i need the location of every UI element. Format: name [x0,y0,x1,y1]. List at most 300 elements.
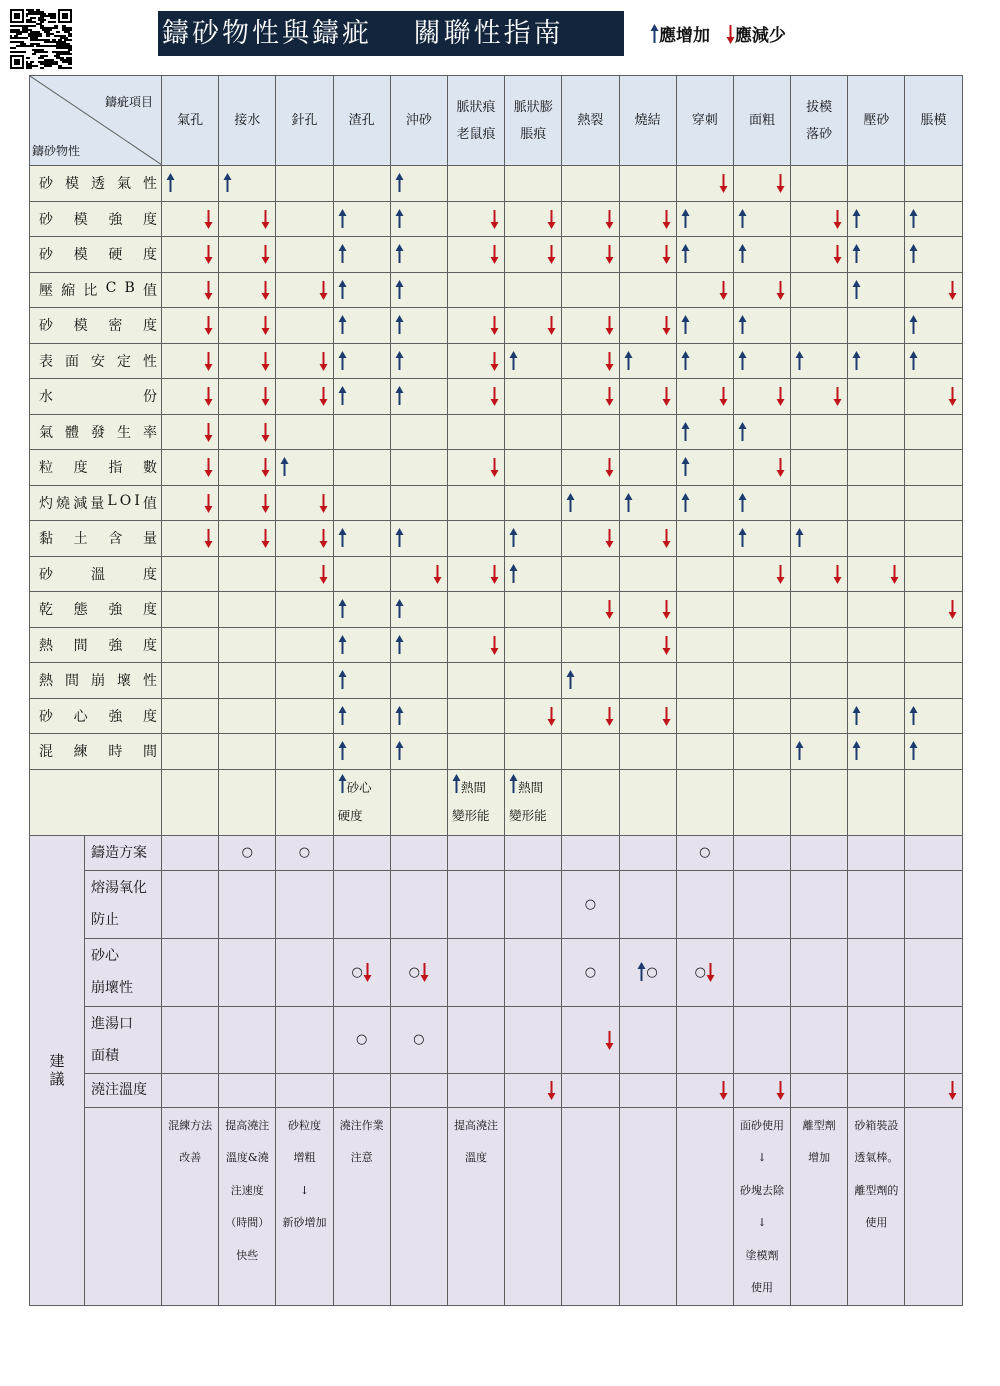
property-label [39,528,157,548]
relation-cell [733,698,790,734]
defect-column-header [162,76,219,166]
relation-cell [791,592,848,628]
recommended-mark: ○ [241,845,253,860]
property-label-char: 混 [39,744,53,761]
relation-cell [619,592,676,628]
remark-cell [447,1107,504,1305]
group-label-char: 議 [49,1070,65,1088]
suggestion-cell [905,835,962,870]
relation-cell [276,308,333,344]
up-arrow-icon [681,209,690,229]
relation-cell [447,272,504,308]
property-label-char: 乾 [39,602,53,619]
property-label [39,173,157,193]
relation-cell [848,698,905,734]
relation-cell [390,556,447,592]
relation-cell [505,450,562,486]
property-row [30,592,963,628]
relation-cell [676,627,733,663]
relation-cell [905,734,962,770]
relation-cell [733,272,790,308]
property-row [30,201,963,237]
suggestion-cell [505,870,562,938]
property-label-char: 黏 [39,531,53,548]
down-arrow-icon [547,706,556,726]
recommended-mark: ○ [646,964,658,980]
up-arrow-icon [338,741,347,761]
relation-cell [848,272,905,308]
property-label-char: 練 [73,744,88,761]
qr-code [10,9,72,69]
property-row [30,698,963,734]
relation-cell [447,308,504,344]
relation-cell [791,450,848,486]
property-label [39,315,157,335]
remark-line: 改善 [179,1151,202,1164]
down-arrow-icon [490,457,499,477]
relation-cell [619,414,676,450]
relation-cell [162,521,219,557]
suggestion-row [30,835,963,870]
relation-cell [562,521,619,557]
down-arrow-icon [490,351,499,371]
suggestion-cell [733,938,790,1006]
suggestion-cell [733,1006,790,1073]
suggestion-cell [333,870,390,938]
relation-cell [848,450,905,486]
relation-cell [619,379,676,415]
property-label-char: 度 [142,708,157,725]
down-arrow-icon [605,528,614,548]
relation-cell [162,698,219,734]
property-label-char: 氣 [39,424,53,441]
relation-cell [447,379,504,415]
relation-cell [905,166,962,202]
down-arrow-icon [662,209,671,229]
suggestion-cell [505,835,562,870]
defect-column-header [333,76,390,166]
property-label-char: 心 [73,708,88,725]
suggestion-cell [619,870,676,938]
relation-cell [219,343,276,379]
relation-cell [905,663,962,699]
remark-cell [276,1107,333,1305]
up-arrow-icon [338,774,347,794]
relation-cell [676,450,733,486]
suggestion-cell [505,1073,562,1107]
property-row [30,166,963,202]
relation-cell [333,450,390,486]
property-label-char: 熱 [39,637,53,654]
remark-line: 注速度 [230,1183,264,1197]
suggestion-cell [276,938,333,1006]
property-label-char: 值 [142,495,157,512]
up-arrow-icon [909,706,918,726]
relation-cell [676,343,733,379]
up-arrow-icon [909,244,918,264]
suggestion-cell [676,835,733,870]
relation-cell [219,592,276,628]
note-cell [733,769,790,835]
defect-name-line: 脹模 [920,113,947,128]
relation-cell [219,379,276,415]
suggestion-cell [791,1073,848,1107]
relation-cell [791,272,848,308]
relation-cell [733,485,790,521]
down-arrow-icon [490,386,499,406]
defect-name-line: 脈狀膨 [513,99,553,115]
up-arrow-icon [509,564,518,584]
note-text: 變形能 [451,807,490,823]
down-arrow-icon [605,315,614,335]
suggestion-cell [505,1006,562,1073]
down-arrow-icon [204,209,213,229]
property-label-char: 強 [108,211,123,228]
defect-name [391,107,447,134]
suggestion-cell [676,1073,733,1107]
property-row [30,343,963,379]
remark-line: 離型劑的 [854,1183,899,1197]
up-arrow-icon [338,386,347,406]
up-arrow-icon [338,599,347,619]
legend-increase [650,21,710,46]
down-arrow-icon [261,351,270,371]
down-arrow-icon [490,209,499,229]
property-label-char: 率 [143,424,157,441]
property-label-cell [30,663,162,699]
relation-cell [276,166,333,202]
relation-cell [848,237,905,273]
relation-cell [162,734,219,770]
property-label-char: 值 [142,282,157,299]
relation-cell [219,414,276,450]
remark-cell [505,1107,562,1305]
suggestion-cell [848,1073,905,1107]
relation-cell [905,414,962,450]
note-cell [676,769,733,835]
up-arrow-icon [852,741,861,761]
up-arrow-icon [395,209,404,229]
property-label-char: 間 [65,673,79,690]
relation-cell [505,343,562,379]
relation-cell [619,663,676,699]
relation-cell [676,556,733,592]
relation-cell [905,379,962,415]
relation-cell [505,734,562,770]
suggestion-cell [219,1073,276,1107]
relation-cell [733,521,790,557]
property-label-char: 砂 [39,318,53,335]
property-label-char: 水 [39,389,53,406]
suggestion-label-cell [85,1006,162,1073]
relation-cell [276,237,333,273]
defect-column-header [219,76,276,166]
defect-name [562,107,618,134]
relation-cell [905,237,962,273]
relation-cell [162,272,219,308]
suggestion-cell [791,870,848,938]
property-label-char: 比 [83,282,98,299]
relation-cell [905,272,962,308]
suggestion-cell [562,1073,619,1107]
relation-cell [791,556,848,592]
property-label-char: 強 [108,708,123,725]
relation-cell [905,698,962,734]
down-arrow-icon [890,564,899,584]
down-arrow-icon [948,386,957,406]
remark-cell [619,1107,676,1305]
corner-defect-label: 鑄疵項目 [104,95,153,109]
down-arrow-icon [605,386,614,406]
relation-cell [390,450,447,486]
remark-cell [676,1107,733,1305]
property-label-cell [30,379,162,415]
relation-cell [276,663,333,699]
suggestion-label: 進湯口 [91,1015,133,1032]
relation-cell [562,201,619,237]
suggestion-cell [447,1073,504,1107]
relation-cell [162,663,219,699]
property-label-char: 表 [39,353,53,370]
down-arrow-icon [833,209,842,229]
relation-cell [219,698,276,734]
note-cell [276,769,333,835]
property-label-char: 生 [117,424,131,441]
property-label-char: 安 [91,353,105,370]
note-text: 變形能 [509,807,547,823]
down-arrow-icon [776,386,785,406]
property-row [30,308,963,344]
property-label-char: 面 [65,353,79,370]
suggestion-cell [219,1006,276,1073]
down-arrow-icon [605,457,614,477]
property-label-char: 度 [142,637,157,654]
recommended-mark: ○ [413,1032,425,1047]
relation-cell [905,556,962,592]
property-label-cell [30,734,162,770]
up-arrow-icon [509,528,518,548]
up-arrow-icon [795,528,804,548]
down-arrow-icon [776,564,785,584]
relation-cell [333,201,390,237]
relation-cell [505,414,562,450]
relation-cell [733,308,790,344]
up-arrow-icon [852,351,861,371]
defect-column-header [276,76,333,166]
relation-cell [619,485,676,521]
remark-line: 混練方法 [168,1118,213,1132]
down-arrow-icon [319,280,328,300]
relation-cell [905,485,962,521]
property-label-char: 發 [91,424,105,441]
defect-name [791,94,847,148]
property-label-char: 壞 [117,673,131,690]
relation-cell [333,556,390,592]
suggestion-label-cell [85,938,162,1006]
down-arrow-icon [948,280,957,300]
down-arrow-icon [662,599,671,619]
down-arrow-icon [204,457,213,477]
relation-cell [333,592,390,628]
property-label-char: 間 [73,637,88,654]
property-label-char: 含 [108,531,123,548]
defect-name-line: 針孔 [291,113,318,128]
recommended-mark: ○ [584,964,597,980]
up-arrow-icon [681,457,690,477]
relation-cell [219,556,276,592]
remark-line: 砂箱裝設 [854,1118,899,1132]
remark-line: （時間） [225,1216,270,1229]
down-arrow-icon [261,280,270,300]
property-label-char: 量 [142,531,157,548]
relation-cell [390,379,447,415]
up-arrow-icon [795,741,804,761]
remark-line: 面砂使用 [739,1118,784,1132]
relation-cell [333,272,390,308]
property-label-char: 密 [108,318,123,335]
property-label-cell [30,698,162,734]
corner-property-label: 鑄砂物性 [32,144,81,158]
down-arrow-icon [261,528,270,548]
up-arrow-icon [395,280,404,300]
suggestion-cell [390,938,447,1006]
property-label [39,741,157,761]
defect-name [905,107,961,134]
defect-name-line: 穿刺 [691,113,718,128]
up-arrow-icon [909,351,918,371]
relation-cell [562,237,619,273]
relation-cell [905,343,962,379]
recommended-mark: ○ [699,845,711,860]
down-arrow-icon [319,351,328,371]
down-arrow-icon [776,1080,785,1100]
down-arrow-icon [706,962,715,982]
up-arrow-icon [166,173,175,193]
relation-cell [162,450,219,486]
relation-cell [333,308,390,344]
relation-cell [276,414,333,450]
suggestion-cell [848,835,905,870]
up-arrow-icon [852,280,861,300]
relation-cell [791,237,848,273]
property-label-cell [30,450,162,486]
relation-cell [905,521,962,557]
relation-cell [619,343,676,379]
relation-cell [505,237,562,273]
suggestion-label-cell [85,1073,162,1107]
relation-cell [905,308,962,344]
relation-cell [162,201,219,237]
down-arrow-icon [261,209,270,229]
relation-cell [276,627,333,663]
property-label-char: 度 [73,460,88,477]
property-label-char: 間 [142,744,157,761]
property-label-char: 份 [143,389,157,406]
up-arrow-icon [395,528,404,548]
property-label-char: 態 [73,602,88,619]
suggestion-cell [619,835,676,870]
relation-cell [562,343,619,379]
property-label-cell [30,556,162,592]
down-arrow-icon [776,457,785,477]
property-label-char: 數 [142,460,157,477]
property-label-cell [30,166,162,202]
up-arrow-icon [738,351,747,371]
down-arrow-icon [726,24,735,44]
suggestion-cell [333,835,390,870]
down-arrow-icon [547,244,556,264]
down-arrow-icon [662,244,671,264]
defect-name [334,107,390,134]
relation-cell [562,308,619,344]
property-label [39,493,157,513]
relation-cell [333,698,390,734]
remark-line: 透氣棒。 [854,1151,899,1164]
defect-name [734,107,790,134]
relation-cell [162,237,219,273]
down-arrow-icon [719,173,728,193]
down-arrow-icon [776,280,785,300]
property-label-char: 量 [90,495,105,512]
property-label-cell [30,414,162,450]
note-cell [562,769,619,835]
suggestion-cell [333,1006,390,1073]
down-arrow-icon [261,386,270,406]
page-title: 鑄砂物性與鑄疵 關聯性指南 [158,11,624,56]
defect-name-line: 面粗 [748,113,775,128]
up-arrow-icon [395,244,404,264]
up-arrow-icon [338,706,347,726]
relation-cell [505,308,562,344]
relation-cell [733,343,790,379]
relation-cell [905,201,962,237]
defect-name-line: 燒結 [634,113,661,128]
up-arrow-icon [338,351,347,371]
suggestion-cell [219,870,276,938]
suggestion-label: 崩壞性 [91,980,133,996]
down-arrow-icon [833,244,842,264]
relation-cell [276,272,333,308]
relation-cell [505,663,562,699]
up-arrow-icon [852,706,861,726]
property-label [39,209,157,229]
property-row [30,379,963,415]
relation-cell [676,308,733,344]
down-arrow-icon [363,962,372,982]
remark-line: 提高澆注 [454,1118,499,1132]
relation-cell [676,734,733,770]
up-arrow-icon [909,741,918,761]
relation-cell [619,698,676,734]
suggestion-cell [562,870,619,938]
suggestion-label: 砂心 [91,948,119,964]
property-label-char: 強 [108,602,123,619]
up-arrow-icon [681,422,690,442]
relation-cell [447,698,504,734]
property-label-cell [30,627,162,663]
defect-name-line: 渣孔 [348,113,375,128]
down-arrow-icon [420,962,429,982]
relation-cell [619,201,676,237]
down-arrow-icon [204,386,213,406]
defect-column-header [447,76,504,166]
down-arrow-icon [261,493,270,513]
defect-column-header [848,76,905,166]
suggestion-cell [562,938,619,1006]
suggestion-row [30,1073,963,1107]
relation-cell [848,663,905,699]
property-label-char: 砂 [39,566,53,583]
